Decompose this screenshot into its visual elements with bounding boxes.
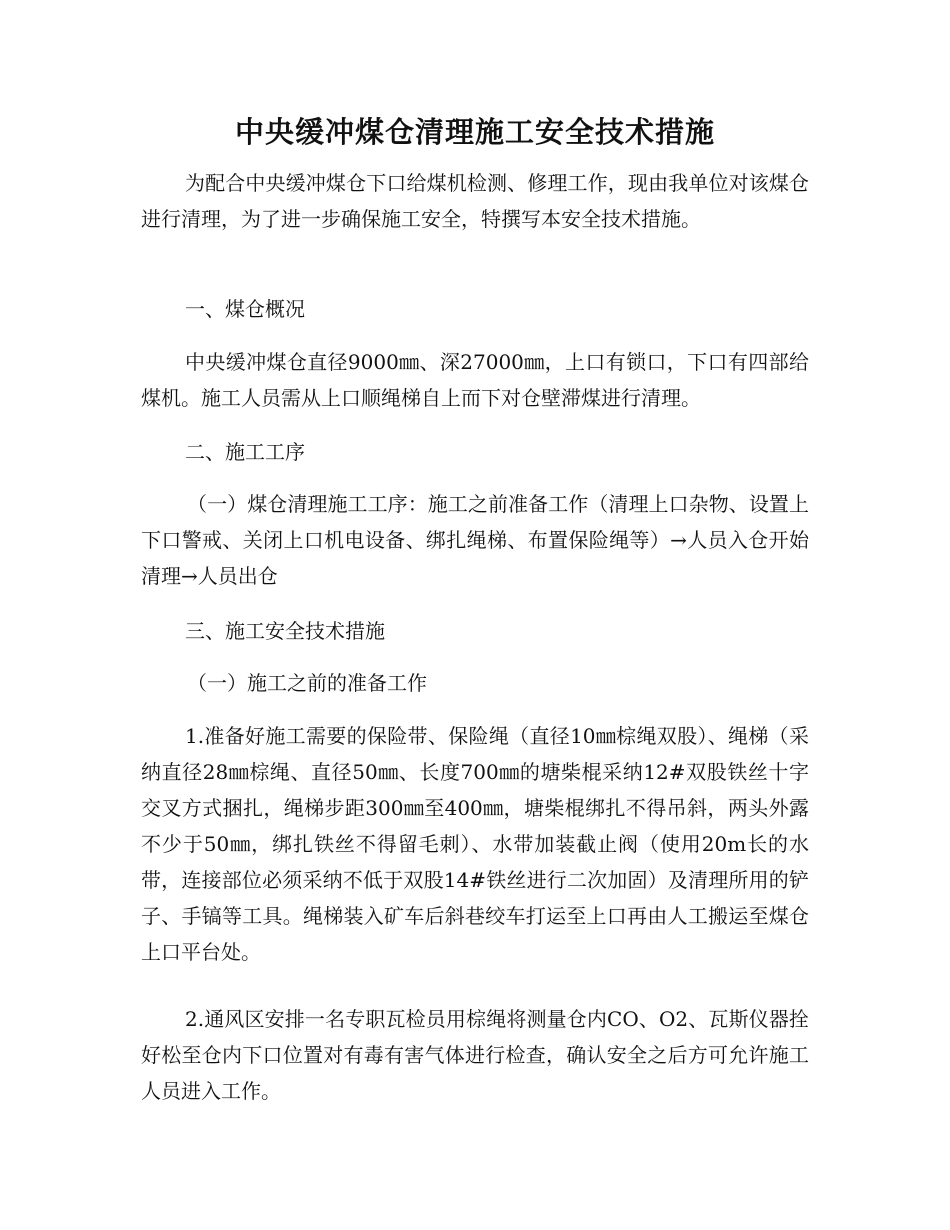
section3-subheading: （一）施工之前的准备工作 [187,671,427,695]
section1-heading: 一、煤仓概况 [185,297,305,321]
section1-body: 中央缓冲煤仓直径9000㎜、深27000㎜，上口有锁口，下口有四部给煤机。施工人员需从上口顺绳梯自上而下对仓壁滞煤进行清理。 [141,350,809,410]
intro-paragraph: 为配合中央缓冲煤仓下口给煤机检测、修理工作，现由我单位对该煤仓进行清理，为了进一步确保施工安全，特撰写本安全技术措施。 [141,171,809,231]
section2-body: （一）煤仓清理施工工序：施工之前准备工作（清理上口杂物、设置上下口警戒、关闭上口机电设备、绑扎绳梯、布置保险绳等）→人员入仓开始清理→人员出仓 [141,492,809,588]
item-1-paragraph: 1.准备好施工需要的保险带、保险绳（直径10㎜棕绳双股）、绳梯（采纳直径28㎜棕绳、直径50㎜、长度700㎜的塘柴棍采纳12#双股铁丝十字交叉方式捆扎，绳梯步距300㎜至400㎜，塘柴棍绑扎不得吊斜，两头外露不少于50㎜，绑扎铁丝不得留毛刺）、水带加装截止阀（使用20m长的水带，连接部位必须采纳不低于双股14#铁丝进行二次加固）及清理所用的铲子、手镐等工具。绳梯装入矿车后斜巷绞车打运至上口再由人工搬运至煤仓上口平台处。 [141,724,809,964]
item-2-paragraph: 2.通风区安排一名专职瓦检员用棕绳将测量仓内CO、O2、瓦斯仪器拴好松至仓内下口位置对有毒有害气体进行检查，确认安全之后方可允许施工人员进入工作。 [141,1007,809,1103]
section3-heading: 三、施工安全技术措施 [185,619,385,643]
section2-heading: 二、施工工序 [185,440,305,464]
document-title: 中央缓冲煤仓清理施工安全技术措施 [234,115,715,149]
